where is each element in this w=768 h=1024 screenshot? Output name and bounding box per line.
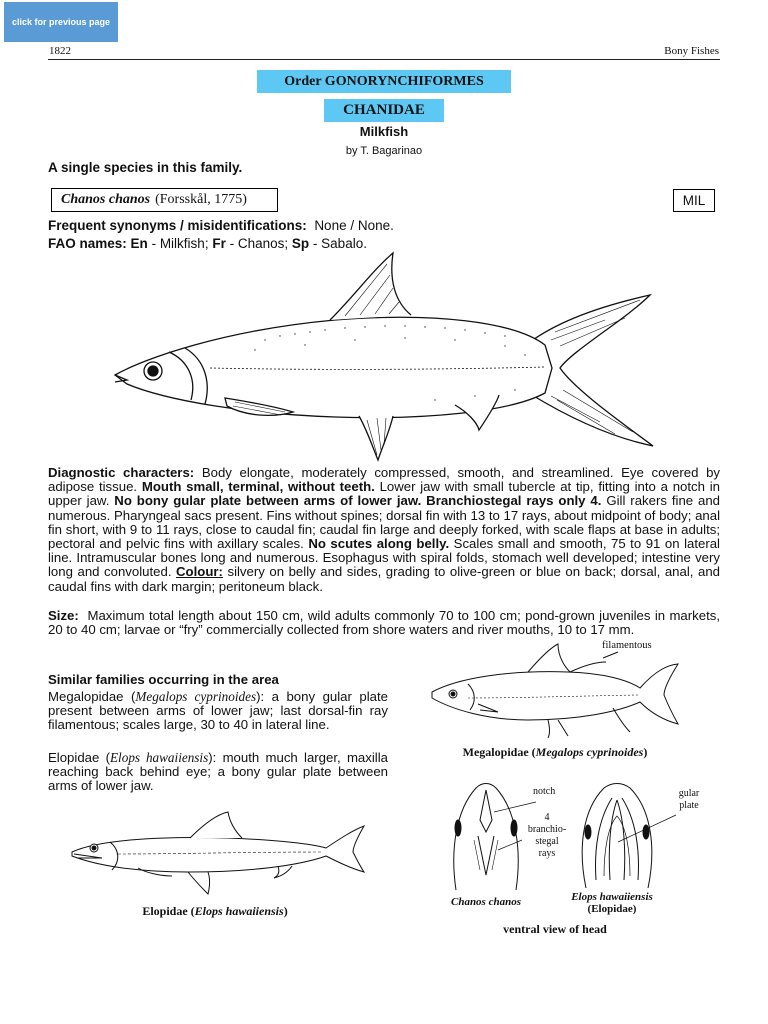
- elops-caption-species: Elops hawaiiensis: [194, 904, 284, 918]
- size-label: Size:: [48, 608, 79, 623]
- fao-fr-code: Fr: [212, 236, 226, 251]
- mega-text: ): a bony gular plate present between arms of lower jaw; last dorsal-fin ray filamentous; scales large, 30 to 40 in lateral line.: [48, 689, 388, 733]
- author-credit: by T. Bagarinao: [345, 145, 423, 157]
- synonyms-label: Frequent synonyms / misidentifications:: [48, 218, 307, 233]
- similar-elopidae: [48, 751, 388, 794]
- elops-head-family: (Elopidae): [587, 903, 637, 915]
- previous-page-button[interactable]: click for previous page: [4, 2, 118, 42]
- section-title: Bony Fishes: [664, 45, 719, 57]
- gular-line-2: plate: [679, 800, 699, 811]
- similar-megalopidae: [48, 690, 388, 733]
- species-code-box: MIL: [673, 189, 715, 212]
- diagnostic-text-1: Body elongate, moderately compressed, smooth, and streamlined. Eye covered by adipose tissue.: [48, 465, 720, 495]
- fao-en-code: En: [130, 236, 148, 251]
- mega-species: Megalops cyprinoides: [135, 689, 257, 704]
- fao-en: Milkfish;: [159, 236, 209, 251]
- size-paragraph: [48, 609, 720, 637]
- family-banner: CHANIDAE: [324, 99, 444, 122]
- elops-illustration: [68, 810, 368, 900]
- elops-caption-close: ): [283, 904, 288, 918]
- colour-label: Colour:: [176, 564, 223, 580]
- header-rule: [48, 59, 720, 60]
- rays-line-2: branchio-: [527, 824, 567, 835]
- fao-names-line: FAO names: En - Milkfish; Fr - Chanos; Sp - Sabalo.: [48, 236, 367, 251]
- megalops-illustration: [428, 640, 683, 740]
- species-name-box: [51, 188, 278, 212]
- elops-head-label: [556, 891, 668, 915]
- diagnostic-text-2: Lower jaw with small tubercle at tip, fitting into a notch in upper jaw.: [48, 479, 720, 509]
- fao-sp-code: Sp: [291, 236, 310, 251]
- ventral-view-caption: ventral view of head: [503, 922, 607, 936]
- elops-head-species: Elops hawaiiensis: [571, 891, 653, 903]
- elops-caption: [60, 904, 370, 919]
- rays-line-3: stegal: [535, 836, 559, 847]
- diagnostic-text-4: Scales small and smooth, 75 to 91 on lateral line. Intramuscular bones long and numerous. Esophagus with spiral folds, stomach well developed; intestine very long and convoluted.: [48, 536, 720, 580]
- synonyms-value: None / None.: [314, 218, 394, 233]
- fao-sp: Sabalo.: [321, 236, 367, 251]
- gular-plate-label: [666, 788, 712, 812]
- diagnostic-label: Diagnostic characters:: [48, 465, 195, 480]
- mega-caption-family: Megalopidae (: [462, 745, 536, 759]
- notch-label: notch: [533, 786, 556, 797]
- species-scientific-name: Chanos chanos: [61, 192, 151, 207]
- single-species-note: A single species in this family.: [48, 160, 243, 175]
- rays-line-4: rays: [538, 848, 556, 859]
- diagnostic-bold-3: No scutes along belly.: [308, 536, 450, 552]
- chanos-head-label: Chanos chanos: [450, 896, 521, 908]
- milkfish-illustration: [105, 250, 665, 462]
- diagnostic-bold-2: No bony gular plate between arms of lower jaw. Branchiostegal rays only 4.: [114, 493, 602, 509]
- branchiostegal-rays-label: [522, 812, 572, 860]
- order-banner: Order GONORYNCHIFORMES: [257, 70, 511, 93]
- diagnostic-text-3: Gill rakers fine and numerous. Pharyngeal sacs present. Fins without spines; dorsal fin with 13 to 17 rays, about midpoint of body; anal fin short, with 9 to 11 rays, close to caudal fin; caudal fin large and deeply forked, with scale flaps at base in adults; pectoral and pelvic fins with axillary scales.: [48, 493, 721, 552]
- elops-text: ): mouth much larger, maxilla reaching back behind eye; a bony gular plate between arms of lower jaw.: [48, 750, 388, 794]
- elops-species: Elops hawaiiensis: [110, 750, 209, 765]
- filamentous-label: filamentous: [602, 640, 652, 651]
- fao-label: FAO names:: [48, 236, 127, 251]
- elops-family: Elopidae (: [48, 750, 110, 765]
- fao-fr: Chanos;: [237, 236, 289, 251]
- mega-caption-species: Megalops cyprinoides: [535, 745, 644, 759]
- diagnostic-bold-1: Mouth small, terminal, without teeth.: [141, 479, 375, 495]
- diagnostic-text-5: silvery on belly and sides, grading to olive-green or blue on back; dorsal, anal, and caudal fins with dark margin; peritoneum black.: [48, 564, 720, 594]
- megalops-caption: [430, 745, 680, 760]
- diagnostic-characters: [48, 466, 720, 594]
- species-authority: (Forsskål, 1775): [155, 192, 247, 207]
- synonyms-line: [48, 218, 394, 233]
- elops-caption-family: Elopidae (: [142, 904, 195, 918]
- gular-line-1: gular: [678, 788, 700, 799]
- size-text: Maximum total length about 150 cm, wild adults commonly 70 to 100 cm; pond-grown juveniles in markets, 20 to 40 cm; larvae or “fry” commercially collected from shore waters and river mouths, 10 to 17 mm.: [48, 608, 720, 638]
- page-number: 1822: [49, 45, 71, 57]
- rays-line-1: 4: [544, 812, 550, 823]
- similar-families-heading: Similar families occurring in the area: [48, 672, 279, 687]
- common-name: Milkfish: [359, 124, 409, 139]
- mega-caption-close: ): [643, 745, 648, 759]
- mega-family: Megalopidae (: [48, 689, 136, 704]
